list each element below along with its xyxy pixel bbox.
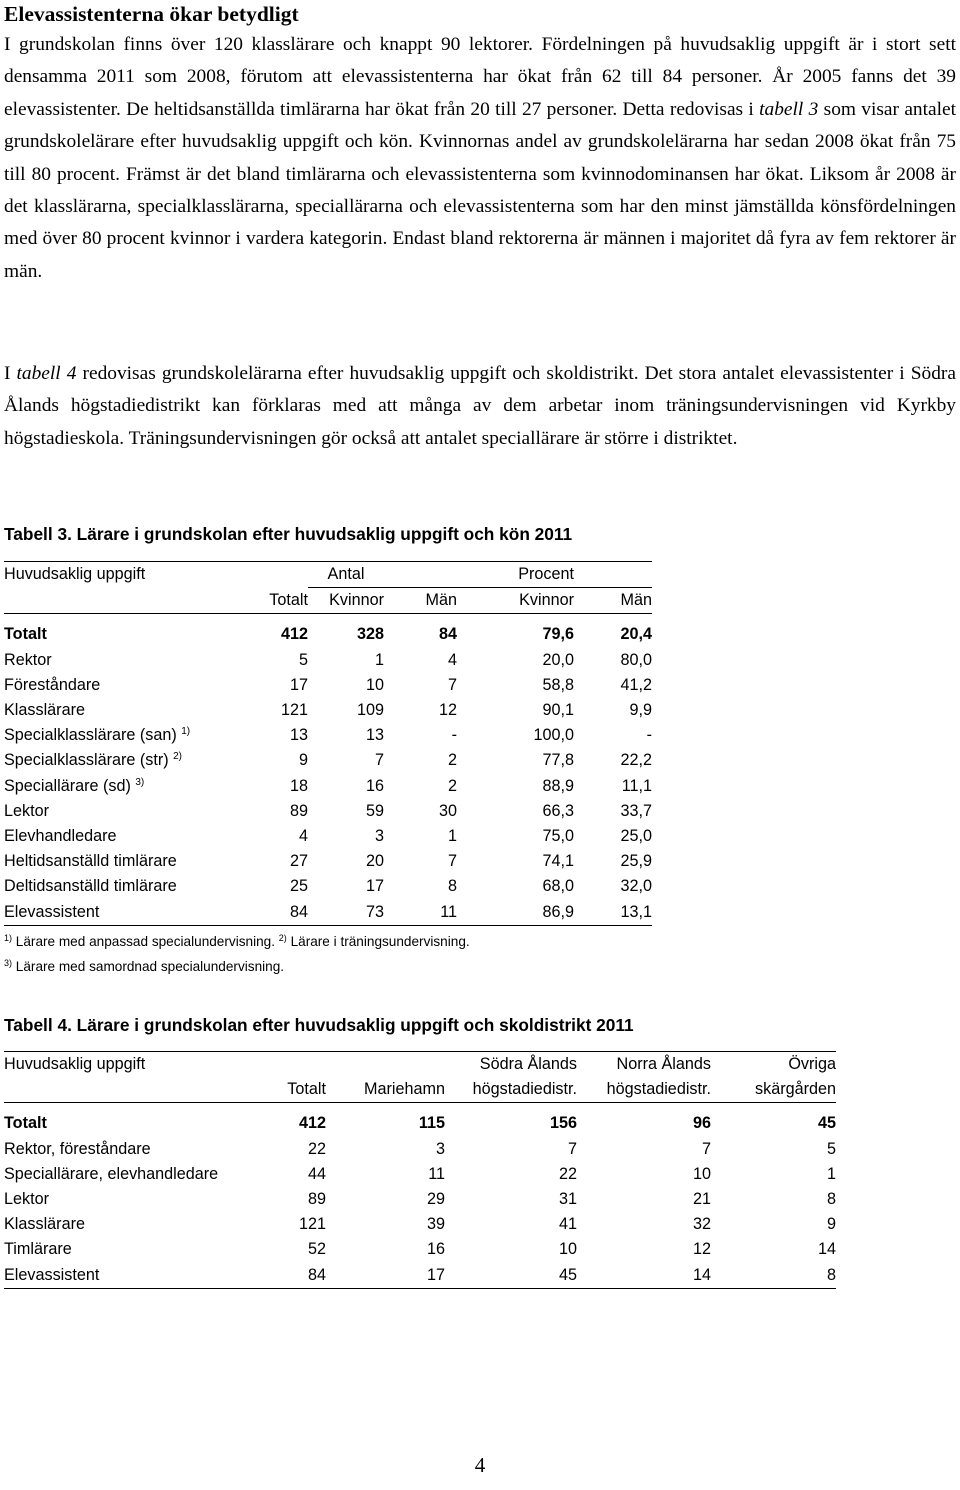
table-4-header-row-1 (4, 1052, 836, 1078)
footnote-marker-3: 3) (4, 958, 13, 968)
table-4-cell-norra: 10 (692, 1164, 711, 1183)
table-3-cell-totalt: 89 (289, 801, 308, 820)
section-heading: Elevassistenterna ökar betydligt (4, 2, 299, 26)
table-3-row (4, 698, 652, 723)
table-3-cell-kvinnor: 17 (365, 877, 384, 896)
table-3-header-procent: Procent (457, 562, 574, 588)
paragraph-1-table-ref: tabell 3 (759, 98, 819, 120)
paragraph-2-text-b: redovisas grundskolelärarna efter huvudsaklig uppgift och skoldistrikt. Det stora antalet elevassistenter i Södra Ålands högstadiedistrikt kan förklaras med att många av dem arbetar inom träningsundervisningen vid Kyrkby högstadieskola. Träningsundervisningen gör också att antalet speciallärare är större i distriktet. (4, 363, 956, 449)
table-3-cell-kvinnor-pct: 90,1 (542, 701, 574, 720)
table-4-cell-mariehamn: 39 (426, 1215, 445, 1234)
table-4-row-label (4, 1212, 256, 1237)
table-4-row-label (4, 1137, 256, 1162)
table-3-cell-kvinnor: 10 (365, 675, 384, 694)
table-3-cell-kvinnor-pct: 100,0 (533, 726, 574, 745)
table-4-cell-mariehamn: 115 (418, 1114, 445, 1133)
table-3-row-label (4, 799, 234, 824)
table-3-cell-man-pct: 22,2 (620, 751, 652, 770)
table-3-cell-man: 84 (438, 625, 457, 644)
table-3-row (4, 799, 652, 824)
row-label-text: Elevhandledare (4, 827, 117, 846)
table-3-row (4, 673, 652, 698)
row-label-text: Specialklasslärare (str) (4, 751, 169, 770)
table-4-cell-norra: 32 (692, 1215, 711, 1234)
row-label-text: Deltidsanställd timlärare (4, 877, 177, 896)
table-4-caption: Tabell 4. Lärare i grundskolan efter huvudsaklig uppgift och skoldistrikt 2011 (4, 1015, 634, 1035)
table-4-cell-mariehamn: 3 (435, 1139, 445, 1158)
table-4-row-label (4, 1187, 256, 1212)
table-3-row (4, 723, 652, 748)
table-3-header-man: Män (384, 588, 457, 614)
table-4-cell-totalt: 121 (298, 1215, 326, 1234)
table-3-cell-kvinnor-pct: 88,9 (542, 776, 574, 795)
row-label-text: Föreståndare (4, 675, 101, 694)
table-4-cell-mariehamn: 29 (426, 1190, 445, 1209)
row-label-text: Elevassistent (4, 902, 100, 921)
table-3-row (4, 900, 652, 926)
table-4-cell-sodra: 41 (558, 1215, 577, 1234)
table-4-cell-norra: 14 (577, 1263, 711, 1289)
table-3-cell-kvinnor-pct: 20,0 (542, 650, 574, 669)
table-3-header-row-2 (4, 588, 652, 614)
table-3-row (4, 774, 652, 799)
table-4-cell-norra: 21 (692, 1190, 711, 1209)
table-3-cell-totalt: 17 (289, 675, 308, 694)
table-3-cell-kvinnor-pct: 79,6 (542, 625, 574, 644)
table-4-cell-mariehamn: 16 (426, 1240, 445, 1259)
table-3-cell-totalt: 25 (289, 877, 308, 896)
row-label-text: Speciallärare, elevhandledare (4, 1164, 219, 1183)
table-3-header-kvinnor: Kvinnor (308, 588, 384, 614)
table-4 (4, 1051, 836, 1289)
table-3-cell-man: 7 (447, 675, 457, 694)
table-3-cell-kvinnor-pct: 77,8 (542, 751, 574, 770)
footnote-marker-1: 1) (4, 933, 13, 943)
table-3-cell-man: 1 (447, 827, 457, 846)
table-4-cell-sodra: 45 (445, 1263, 577, 1289)
table-3-cell-kvinnor: 59 (365, 801, 384, 820)
footnote-text-1: Lärare med anpassad specialundervisning. (12, 934, 279, 949)
table-3-cell-man-pct: - (646, 726, 652, 745)
table-4-header-sodra-2: högstadiedistr. (445, 1077, 577, 1103)
paragraph-2-table-ref: tabell 4 (16, 363, 77, 384)
footnote-reference: 3) (135, 776, 145, 788)
table-4-header-ovriga-2: skärgården (711, 1077, 836, 1103)
table-4-cell-norra: 12 (692, 1240, 711, 1259)
table-3-cell-man: 2 (447, 776, 457, 795)
table-3-cell-totalt: 84 (234, 900, 308, 926)
footnote-reference: 1) (181, 726, 191, 738)
table-4-cell-mariehamn: 11 (428, 1164, 445, 1183)
table-4-cell-ovriga: 8 (826, 1190, 836, 1209)
table-3-header-kvinnor-pct: Kvinnor (457, 588, 574, 614)
table-3-cell-man: 30 (438, 801, 457, 820)
table-3-row (4, 648, 652, 673)
table-3-cell-man: 11 (384, 900, 457, 926)
table-3-header-main: Huvudsaklig uppgift (4, 562, 234, 588)
table-3-row-label (4, 698, 234, 723)
table-3-cell-man: 12 (438, 701, 457, 720)
table-4-header-sodra-1: Södra Ålands (445, 1052, 577, 1078)
table-3-footnote-2 (4, 959, 284, 974)
paragraph-2 (4, 358, 956, 455)
table-3-row-label (4, 622, 234, 647)
table-3-cell-man-pct: 25,9 (620, 852, 652, 871)
table-3-row (4, 849, 652, 874)
table-3-cell-man-pct: 32,0 (620, 877, 652, 896)
table-3-cell-man: 4 (447, 650, 457, 669)
table-3-row-label (4, 874, 234, 899)
table-4-cell-sodra: 7 (567, 1139, 577, 1158)
table-3-cell-kvinnor-pct: 68,0 (542, 877, 574, 896)
table-3-cell-kvinnor: 16 (365, 776, 384, 795)
table-3-cell-totalt: 27 (289, 852, 308, 871)
table-4-row (4, 1263, 836, 1289)
table-3 (4, 561, 652, 926)
table-3-cell-kvinnor: 73 (308, 900, 384, 926)
paragraph-2-text-a: I (4, 363, 17, 384)
table-4-cell-totalt: 52 (307, 1240, 326, 1259)
row-label-text: Heltidsanställd timlärare (4, 852, 177, 871)
footnote-marker-2: 2) (278, 933, 287, 943)
table-3-caption: Tabell 3. Lärare i grundskolan efter huvudsaklig uppgift och kön 2011 (4, 524, 573, 544)
table-4-row (4, 1162, 836, 1187)
footnote-reference: 2) (173, 751, 183, 763)
table-3-cell-man-pct: 9,9 (629, 701, 652, 720)
table-3-cell-totalt: 5 (298, 650, 308, 669)
table-3-header-totalt: Totalt (234, 588, 308, 614)
table-3-cell-kvinnor: 109 (356, 701, 384, 720)
row-label-text: Rektor (4, 650, 52, 669)
page-number: 4 (474, 1453, 486, 1477)
footnote-text-2: Lärare i träningsundervisning. (286, 934, 470, 949)
table-3-header-antal: Antal (308, 562, 384, 588)
table-3-row (4, 824, 652, 849)
table-4-cell-mariehamn: 17 (326, 1263, 445, 1289)
paragraph-1 (4, 29, 956, 288)
table-3-cell-man: 7 (447, 852, 457, 871)
table-3-footnote-1 (4, 934, 470, 949)
table-4-cell-sodra: 22 (558, 1164, 577, 1183)
table-4-row (4, 1187, 836, 1212)
table-3-cell-man: - (451, 726, 457, 745)
table-3-cell-totalt: 13 (289, 726, 308, 745)
table-4-cell-totalt: 412 (298, 1114, 326, 1133)
table-4-header-norra-1: Norra Ålands (577, 1052, 711, 1078)
table-3-cell-kvinnor: 3 (374, 827, 384, 846)
table-4-header-row-2 (4, 1077, 836, 1103)
paragraph-1-text-b: som visar antalet grundskolelärare efter huvudsaklig uppgift och kön. Kvinnornas andel av grundskolelärarna har sedan 2008 ökat från 75 till 80 procent. Främst är det bland timlärarna och elevassistenterna som kvinnodominansen har ökat. Liksom år 2008 är det klasslärarna, specialklasslärarna, speciallärarna och elevassistenterna som har den minst jämställda könsfördelningen med över 80 procent kvinnor i vardera kategorin. Endast bland rektorerna är männen i majoritet då fyra av fem rektorer är män. (4, 98, 956, 282)
table-3-row-label (4, 648, 234, 673)
table-4-cell-totalt: 22 (307, 1139, 326, 1158)
row-label-text: Totalt (4, 625, 47, 644)
table-3-cell-man-pct: 25,0 (620, 827, 652, 846)
table-4-cell-ovriga: 14 (817, 1240, 836, 1259)
table-3-cell-man-pct: 41,2 (620, 675, 652, 694)
table-4-header-norra-2: högstadiedistr. (577, 1077, 711, 1103)
row-label-text: Rektor, föreståndare (4, 1139, 151, 1158)
table-4-row-label (4, 1263, 256, 1289)
table-3-row-label (4, 774, 234, 799)
table-4-cell-totalt: 84 (256, 1263, 326, 1289)
table-3-cell-kvinnor-pct: 58,8 (542, 675, 574, 694)
row-label-text: Lektor (4, 801, 49, 820)
footnote-text-3: Lärare med samordnad specialundervisning. (12, 959, 285, 974)
table-4-header-mariehamn: Mariehamn (326, 1077, 445, 1103)
table-4-cell-sodra: 31 (558, 1190, 577, 1209)
paragraph-1-text-a: I grundskolan finns över 120 klasslärare och knappt 90 lektorer. Fördelningen på huvudsaklig uppgift är i stort sett densamma 2011 som 2008, förutom att elevassistenterna har ökat från 62 till 84 personer. År 2005 fanns det 39 elevassistenter. De heltidsanställda timlärarna har ökat från 20 till 27 personer. Detta redovisas i (4, 34, 956, 120)
table-3-cell-totalt: 412 (280, 625, 308, 644)
row-label-text: Klasslärare (4, 1215, 85, 1234)
row-label-text: Timlärare (4, 1240, 72, 1259)
table-3-row-label (4, 723, 234, 748)
table-4-cell-sodra: 156 (549, 1114, 577, 1133)
row-label-text: Speciallärare (sd) (4, 776, 131, 795)
table-4-cell-ovriga: 1 (826, 1164, 836, 1183)
table-4-cell-totalt: 44 (307, 1164, 326, 1183)
table-3-cell-man-pct: 33,7 (620, 801, 652, 820)
table-4-row-label (4, 1111, 256, 1136)
table-3-row-label (4, 673, 234, 698)
table-3-cell-man: 2 (447, 751, 457, 770)
table-3-cell-totalt: 4 (298, 827, 308, 846)
table-4-row (4, 1137, 836, 1162)
row-label-text: Elevassistent (4, 1265, 100, 1284)
row-label-text: Specialklasslärare (san) (4, 726, 177, 745)
table-3-cell-kvinnor-pct: 66,3 (542, 801, 574, 820)
table-3-cell-totalt: 121 (280, 701, 308, 720)
table-3-row (4, 622, 652, 647)
table-4-row (4, 1237, 836, 1262)
table-4-row-label (4, 1162, 256, 1187)
table-3-row-label (4, 849, 234, 874)
table-4-cell-norra: 96 (692, 1114, 711, 1133)
table-3-cell-kvinnor: 328 (356, 625, 384, 644)
table-4-row (4, 1111, 836, 1136)
table-3-cell-totalt: 9 (298, 751, 308, 770)
table-3-cell-man: 8 (447, 877, 457, 896)
table-3-cell-man-pct: 20,4 (620, 625, 652, 644)
table-4-row (4, 1212, 836, 1237)
table-4-header-ovriga-1: Övriga (711, 1052, 836, 1078)
table-3-cell-kvinnor: 7 (374, 751, 384, 770)
table-4-cell-ovriga: 5 (826, 1139, 836, 1158)
table-3-cell-kvinnor-pct: 74,1 (542, 852, 574, 871)
table-3-cell-man-pct: 80,0 (620, 650, 652, 669)
table-3-row (4, 748, 652, 773)
table-3-header-row-1 (4, 562, 652, 588)
row-label-text: Totalt (4, 1114, 47, 1133)
table-3-cell-man-pct: 13,1 (574, 900, 652, 926)
row-label-text: Klasslärare (4, 701, 85, 720)
table-3-cell-kvinnor-pct: 86,9 (457, 900, 574, 926)
table-3-cell-kvinnor-pct: 75,0 (542, 827, 574, 846)
table-3-cell-kvinnor: 1 (374, 650, 384, 669)
table-4-header-main: Huvudsaklig uppgift (4, 1052, 256, 1078)
table-3-cell-totalt: 18 (289, 776, 308, 795)
table-3-row (4, 874, 652, 899)
table-4-cell-ovriga: 8 (711, 1263, 836, 1289)
table-3-cell-man-pct: 11,1 (621, 776, 652, 795)
table-4-cell-ovriga: 9 (826, 1215, 836, 1234)
table-4-cell-sodra: 10 (558, 1240, 577, 1259)
table-4-header-totalt: Totalt (256, 1077, 326, 1103)
table-3-header-man-pct: Män (574, 588, 652, 614)
table-4-cell-ovriga: 45 (817, 1114, 836, 1133)
table-3-cell-kvinnor: 20 (365, 852, 384, 871)
table-4-cell-totalt: 89 (307, 1190, 326, 1209)
table-3-row-label (4, 824, 234, 849)
table-3-row-label (4, 900, 234, 926)
table-4-row-label (4, 1237, 256, 1262)
table-3-cell-kvinnor: 13 (365, 726, 384, 745)
table-4-cell-norra: 7 (701, 1139, 711, 1158)
table-3-row-label (4, 748, 234, 773)
row-label-text: Lektor (4, 1190, 49, 1209)
